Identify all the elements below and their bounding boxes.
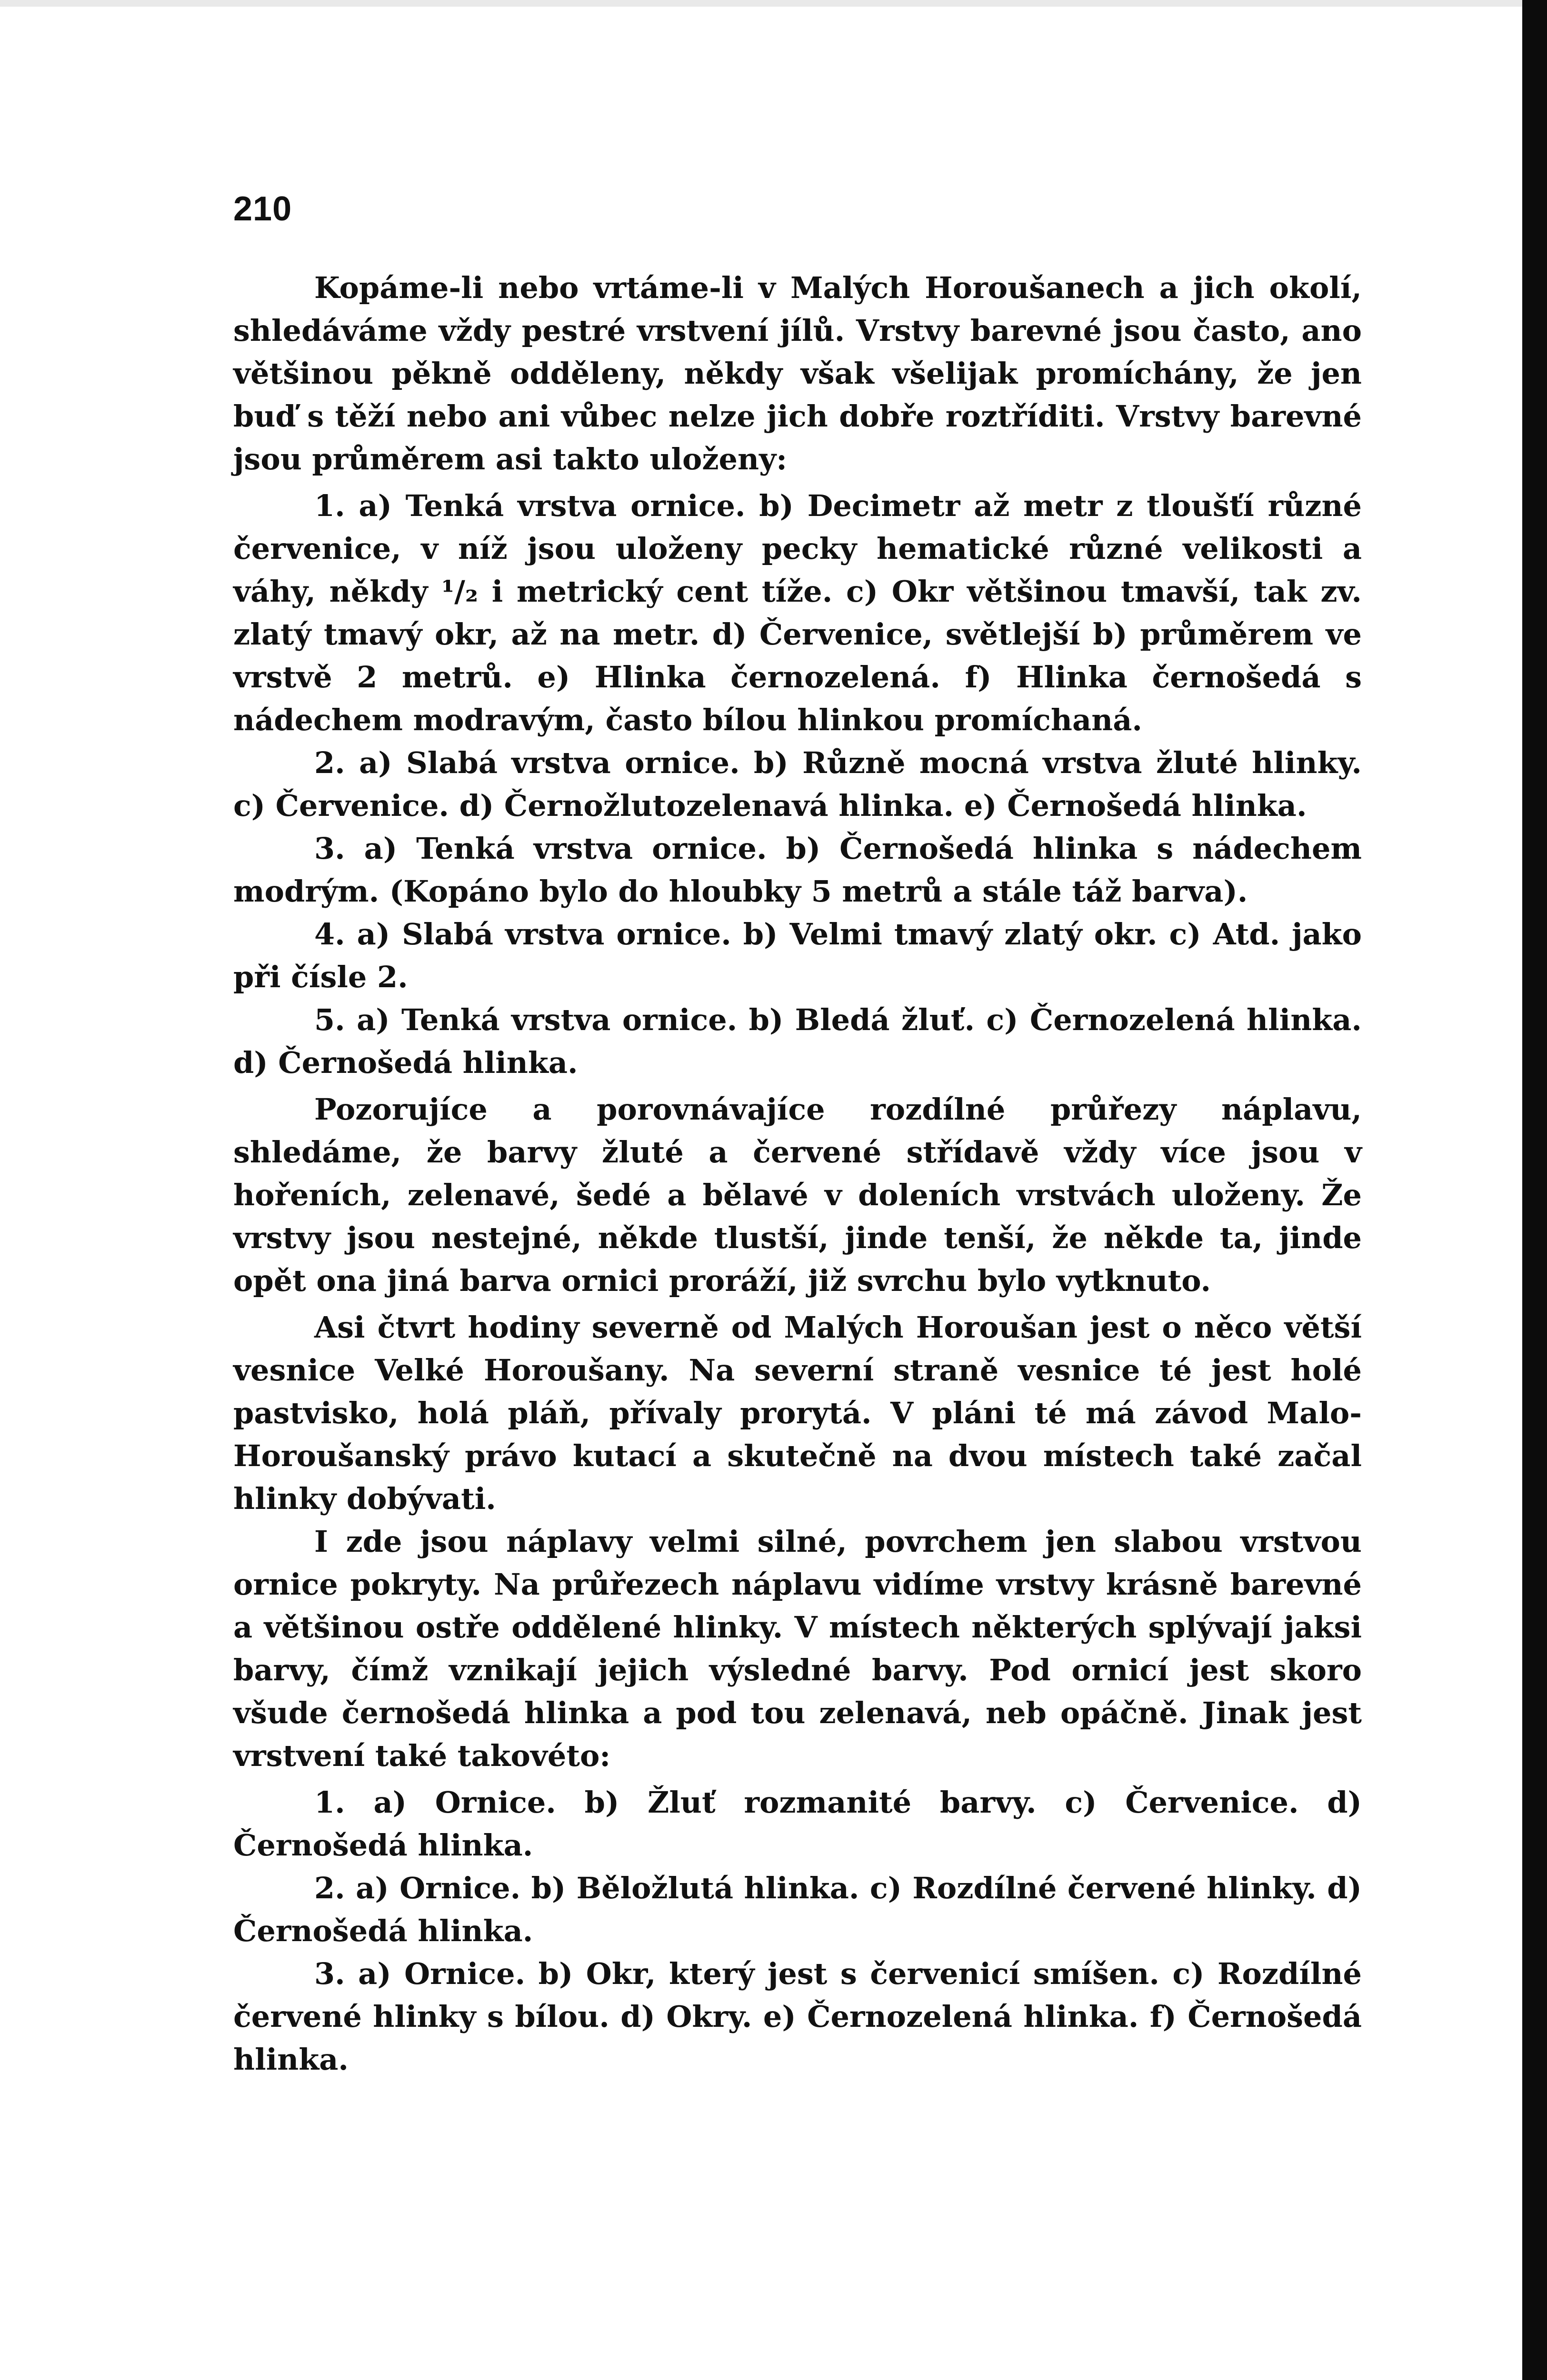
page-text xyxy=(233,267,1362,2081)
paragraph-list-4: 4. a) Slabá vrstva ornice. b) Velmi tmavý zlatý okr. c) Atd. jako při čísle 2. xyxy=(233,917,1362,994)
paragraph-list-2: 2. a) Slabá vrstva ornice. b) Různě mocná vrstva žluté hlinky. c) Červenice. d) Černožlutozelenavá hlinka. e) Černošedá hlinka. xyxy=(233,745,1362,823)
paragraph-list-b2: 2. a) Ornice. b) Běložlutá hlinka. c) Rozdílné červené hlinky. d) Černošedá hlinka. xyxy=(233,1871,1362,1948)
paragraph-observation: Pozorujíce a porovnávajíce rozdílné průřezy náplavu, shledáme, že barvy žluté a červené střídavě vždy více jsou v hořeních, zelenavé, šedé a bělavé v doleních vrstvách uloženy. Že vrstvy jsou nestejné, někde tlustší, jinde tenší, že někde ta, jinde opět ona jiná barva ornici proráží, již svrchu bylo vytknuto. xyxy=(233,1092,1362,1298)
page-number: 210 xyxy=(233,190,292,228)
paragraph-intro: Kopáme-li nebo vrtáme-li v Malých Horoušanech a jich okolí, shledáváme vždy pestré vrstvení jílů. Vrstvy barevné jsou často, ano většinou pěkně odděleny, někdy však všelijak promíchány, že jen buď s těží nebo ani vůbec nelze jich dobře roztříditi. Vrstvy barevné jsou průměrem asi takto uloženy: xyxy=(233,270,1362,476)
paragraph-list-3: 3. a) Tenká vrstva ornice. b) Černošedá hlinka s nádechem modrým. (Kopáno bylo do hloubky 5 metrů a stále táž barva). xyxy=(233,831,1362,909)
scan-edge-right xyxy=(1522,0,1547,2380)
scan-edge-top xyxy=(0,0,1547,7)
paragraph-list-b3: 3. a) Ornice. b) Okr, který jest s červenicí smíšen. c) Rozdílné červené hlinky s bílou. d) Okry. e) Černozelená hlinka. f) Černošedá hlinka. xyxy=(233,1956,1362,2077)
paragraph-velke-horousany: Asi čtvrt hodiny severně od Malých Horoušan jest o něco větší vesnice Velké Horoušany. Na severní straně vesnice té jest holé pastvisko, holá pláň, přívaly prorytá. V pláni té má závod Malo-Horoušanský právo kutací a skutečně na dvou místech také začal hlinky dobývati. xyxy=(233,1310,1362,1516)
paragraph-list-b1: 1. a) Ornice. b) Žluť rozmanité barvy. c) Červenice. d) Černošedá hlinka. xyxy=(233,1785,1362,1863)
paragraph-list-5: 5. a) Tenká vrstva ornice. b) Bledá žluť. c) Černozelená hlinka. d) Černošedá hlinka. xyxy=(233,1002,1362,1080)
paragraph-list-1: 1. a) Tenká vrstva ornice. b) Decimetr až metr z tloušťí různé červenice, v níž jsou uloženy pecky hematické různé velikosti a váhy, někdy ¹/₂ i metrický cent tíže. c) Okr většinou tmavší, tak zv. zlatý tmavý okr, až na metr. d) Červenice, světlejší b) průměrem ve vrstvě 2 metrů. e) Hlinka černozelená. f) Hlinka černošedá s nádechem modravým, často bílou hlinkou promíchaná. xyxy=(233,488,1362,737)
paragraph-naplavy: I zde jsou náplavy velmi silné, povrchem jen slabou vrstvou ornice pokryty. Na průřezech náplavu vidíme vrstvy krásně barevné a většinou ostře oddělené hlinky. V místech některých splývají jaksi barvy, čímž vznikají jejich výsledné barvy. Pod ornicí jest skoro všude černošedá hlinka a pod tou zelenavá, neb opáčně. Jinak jest vrstvení také takovéto: xyxy=(233,1524,1362,1773)
